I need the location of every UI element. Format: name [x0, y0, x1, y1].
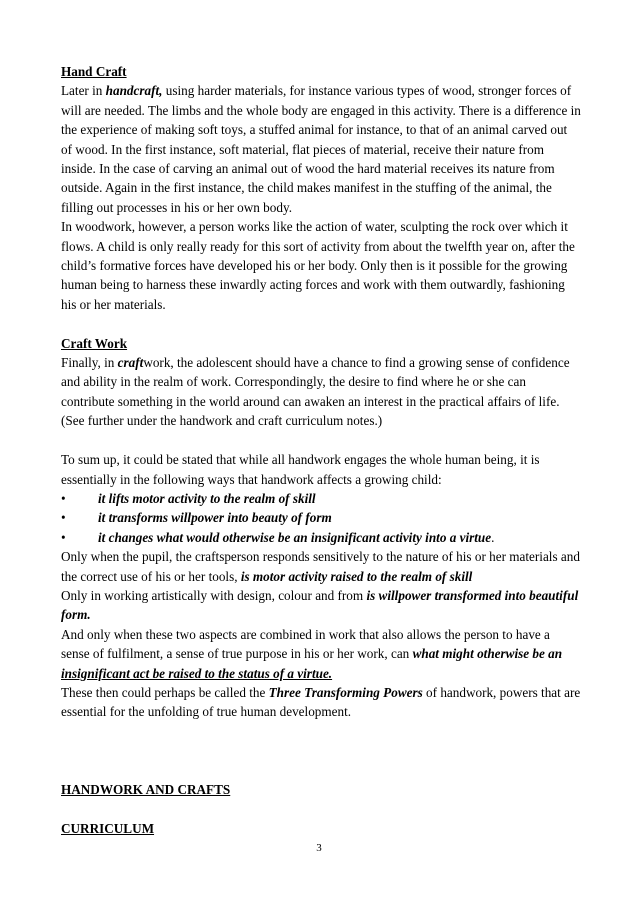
summary-powers-line	[61, 683, 581, 722]
bullet-item	[61, 489, 581, 508]
section-heading: HANDWORK AND CRAFTS	[61, 781, 231, 797]
page-number: 3	[316, 842, 322, 854]
text-run: .	[491, 529, 495, 545]
text-run: work, the adolescent should have a chance to find a growing sense of confidence and ability in the realm of work. Correspondingly, the desire to find where he or she can contribute something in the world around can awaken an interest in the practical affairs of life. (See further under the handwork and craft curriculum notes.)	[61, 355, 570, 429]
craft-work-heading: Craft Work	[61, 335, 128, 351]
text-run: And only when these two aspects are combined in work that also allows the person to have a sense of fulfilment, a sense of true purpose in his or her work, can	[61, 626, 550, 662]
emphasis-craft: craft	[117, 355, 144, 371]
text-run: Later in	[61, 83, 106, 99]
bullet-item	[61, 508, 581, 527]
summary-form-line	[61, 586, 581, 625]
bullet-text: it lifts motor activity to the realm of skill	[98, 490, 316, 506]
document-page	[61, 62, 581, 838]
curriculum-heading: CURRICULUM	[61, 820, 155, 836]
text-run: Finally, in	[61, 355, 118, 371]
text-run: Only in working artistically with design, colour and from	[61, 587, 367, 603]
bullet-icon: •	[61, 529, 66, 545]
hand-craft-paragraph-1	[61, 81, 581, 217]
text-run: These then could perhaps be called the	[61, 684, 269, 700]
hand-craft-paragraph-2: In woodwork, however, a person works like the action of water, sculpting the rock over which it flows. A child is only really ready for this sort of activity from about the twelfth year on, after the child’s formative forces have developed his or her body. Only then is it possible for the growing human being to harness these inwardly acting forces and work with them outwardly, fashioning his or her materials.	[61, 219, 575, 312]
text-run: of handwork, powers that are essential for the unfolding of true human development.	[61, 684, 581, 720]
emphasis-three-powers: Three Transforming Powers	[268, 684, 423, 700]
bullet-icon: •	[61, 510, 66, 526]
hand-craft-heading: Hand Craft	[61, 64, 127, 79]
text-run: using harder materials, for instance various types of wood, stronger forces of will are needed. The limbs and the whole body are engaged in this activity. There is a difference in the experience of making soft toys, a stuffed animal for instance, to that of an animal carved out of wood. In the first instance, soft material, flat pieces of material, receive their nature from inside. In the case of carving an animal out of wood the hard material receives its nature from outside. Again in the first instance, the child makes manifest in the stuffing of the animal, the filling out processes in his or her own body.	[61, 83, 581, 215]
text-run: Only when the pupil, the craftsperson responds sensitively to the nature of his or her materials and the correct use of his or her tools,	[61, 549, 580, 584]
bullet-text: it transforms willpower into beauty of form	[98, 510, 332, 526]
emphasis-virtue: what might otherwise be an	[412, 646, 563, 662]
bullet-text: it changes what would otherwise be an insignificant activity into a virtue	[98, 529, 492, 545]
emphasis-virtue-underlined: insignificant act be raised to the status of a virtue.	[61, 665, 333, 681]
emphasis-form: is willpower transformed into beautiful form.	[61, 587, 579, 623]
craft-work-paragraph	[61, 353, 581, 431]
bullet-item	[61, 528, 581, 547]
emphasis-skill: is motor activity raised to the realm of skill	[240, 568, 473, 584]
emphasis-handcraft: handcraft,	[105, 83, 163, 99]
summary-skill-line	[61, 547, 581, 586]
bullet-icon: •	[61, 490, 66, 506]
bullet-text-wrap	[98, 528, 494, 547]
summary-virtue-line	[61, 625, 581, 683]
summary-intro: To sum up, it could be stated that while all handwork engages the whole human being, it is essentially in the following ways that handwork affects a growing child:	[61, 452, 540, 487]
